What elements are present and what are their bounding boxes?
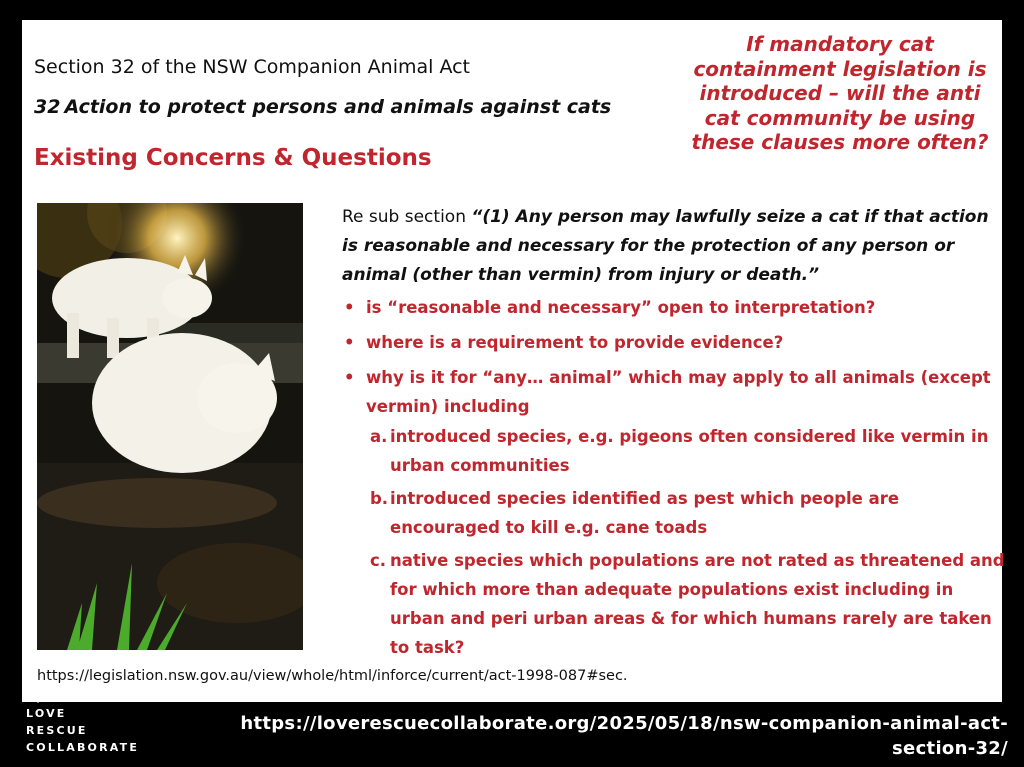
species-sublist xyxy=(370,422,1010,666)
sub-item-text: introduced species, e.g. pigeons often considered like vermin in urban communities xyxy=(390,427,989,475)
quote-text: “(1) Any person may lawfully seize a cat if that action is reasonable and necessary for the protection of any person or animal (other than vermin) from injury or death.” xyxy=(342,207,989,285)
sub-item-marker: a. xyxy=(370,427,388,446)
concern-bullets xyxy=(342,293,1007,427)
logo-line: LOVE xyxy=(26,707,67,720)
article-url-line: https://loverescuecollaborate.org/2025/05/18/nsw-companion-animal-act- xyxy=(240,713,1008,734)
subsection-quote xyxy=(342,203,1007,290)
concerns-heading: Existing Concerns & Questions xyxy=(34,145,432,171)
bullet-item: • where is a requirement to provide evidence? xyxy=(342,328,1007,357)
sub-item-text: native species which populations are not rated as threatened and for which more than adequate populations exist including in urban and peri urban areas & for which humans rarely are taken to task? xyxy=(390,551,1005,657)
logo-line: RESCUE xyxy=(26,724,88,737)
logo-line: COLLABORATE xyxy=(26,741,140,754)
section-number: 32 xyxy=(34,96,61,118)
brand-logo xyxy=(26,705,139,756)
quote-lead: Re sub section xyxy=(342,207,472,227)
article-url-line: section-32/ xyxy=(892,738,1008,759)
bullet-item: • why is it for “any… animal” which may apply to all animals (except vermin) including xyxy=(342,363,1007,421)
section-heading xyxy=(34,96,611,118)
cats-photo-illustration xyxy=(37,203,303,650)
heart-paw-icon xyxy=(30,688,46,704)
callout-question: If mandatory cat containment legislation is introduced – will the anti cat community be using these clauses more often? xyxy=(691,32,989,154)
sub-item xyxy=(370,484,1010,542)
bullet-item: • is “reasonable and necessary” open to interpretation? xyxy=(342,293,1007,322)
sub-item xyxy=(370,546,1010,662)
sub-item-marker: b. xyxy=(370,489,389,508)
source-link[interactable]: https://legislation.nsw.gov.au/view/whole/html/inforce/current/act-1998-087#sec. xyxy=(37,668,628,684)
cats-night-photo xyxy=(37,203,303,650)
sub-item-marker: c. xyxy=(370,551,387,570)
sub-item xyxy=(370,422,1010,480)
section-title: Action to protect persons and animals against cats xyxy=(64,96,612,118)
sub-item-text: introduced species identified as pest which people are encouraged to kill e.g. cane toads xyxy=(390,489,900,537)
article-link[interactable] xyxy=(240,711,1008,761)
act-title: Section 32 of the NSW Companion Animal Act xyxy=(34,56,470,78)
